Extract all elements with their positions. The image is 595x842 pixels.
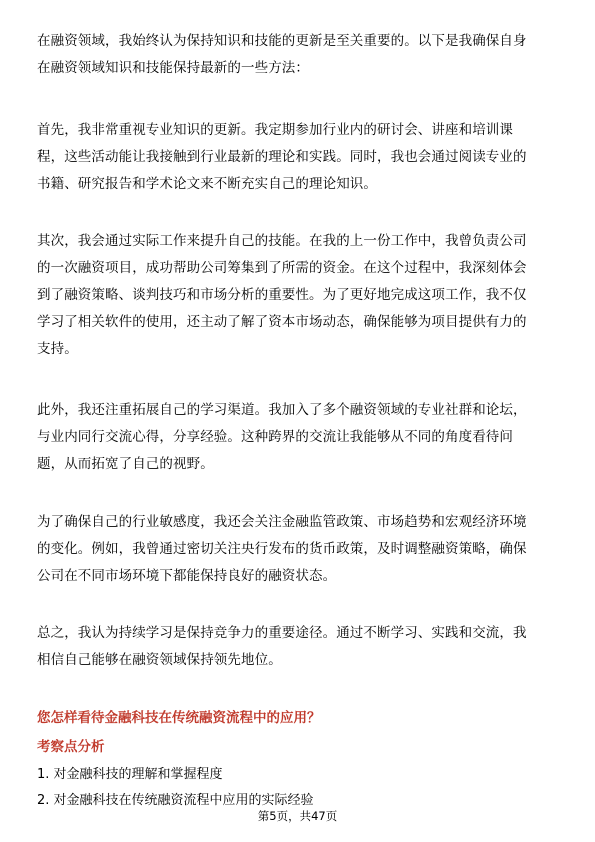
paragraph-line: 在融资领域，我始终认为保持知识和技能的更新是至关重要的。以下是我确保自身: [37, 33, 527, 49]
paragraph-line: 与业内同行交流心得，分享经验。这种跨界的交流让我能够从不同的角度看待问: [37, 429, 513, 445]
paragraph-intro: [37, 28, 557, 82]
paragraph-line: 支持。: [37, 341, 78, 357]
paragraph-line: 到了融资策略、谈判技巧和市场分析的重要性。为了更好地完成这项工作，我不仅: [37, 287, 527, 303]
paragraph-line: 书籍、研究报告和学术论文来不断充实自己的理论知识。: [37, 176, 377, 192]
paragraph-line: 学习了相关软件的使用，还主动了解了资本市场动态，确保能够为项目提供有力的: [37, 314, 527, 330]
paragraph-line: 的变化。例如，我曾通过密切关注央行发布的货币政策，及时调整融资策略，确保: [37, 541, 527, 557]
paragraph-line: 公司在不同市场环境下都能保持良好的融资状态。: [37, 568, 337, 584]
paragraph-conclusion: [37, 620, 557, 674]
analysis-item: 2. 对金融科技在传统融资流程中应用的实际经验: [37, 793, 314, 808]
paragraph-fourth: [37, 509, 557, 590]
page-number: 第5页，共47页: [257, 809, 338, 823]
paragraph-line: 相信自己能够在融资领域保持领先地位。: [37, 652, 282, 668]
paragraph-line: 首先，我非常重视专业知识的更新。我定期参加行业内的研讨会、讲座和培训课: [37, 122, 513, 138]
analysis-item: 1. 对金融科技的理解和掌握程度: [37, 767, 223, 782]
paragraph-first: [37, 117, 557, 198]
paragraph-line: 题，从而拓宽了自己的视野。: [37, 456, 214, 472]
paragraph-line: 总之，我认为持续学习是保持竞争力的重要途径。通过不断学习、实践和交流，我: [37, 625, 527, 641]
interview-question: 您怎样看待金融科技在传统融资流程中的应用？: [37, 710, 321, 726]
paragraph-third: [37, 397, 557, 478]
paragraph-line: 其次，我会通过实际工作来提升自己的技能。在我的上一份工作中，我曾负责公司: [37, 233, 527, 249]
paragraph-line: 在融资领域知识和技能保持最新的一些方法：: [37, 60, 309, 76]
paragraph-line: 的一次融资项目，成功帮助公司筹集到了所需的资金。在这个过程中，我深刻体会: [37, 260, 527, 276]
paragraph-line: 为了确保自己的行业敏感度，我还会关注金融监管政策、市场趋势和宏观经济环境: [37, 514, 527, 530]
paragraph-line: 程，这些活动能让我接触到行业最新的理论和实践。同时，我也会通过阅读专业的: [37, 149, 527, 165]
paragraph-line: 此外，我还注重拓展自己的学习渠道。我加入了多个融资领域的专业社群和论坛，: [37, 402, 527, 418]
paragraph-second: [37, 228, 557, 363]
analysis-heading: 考察点分析: [37, 739, 105, 755]
